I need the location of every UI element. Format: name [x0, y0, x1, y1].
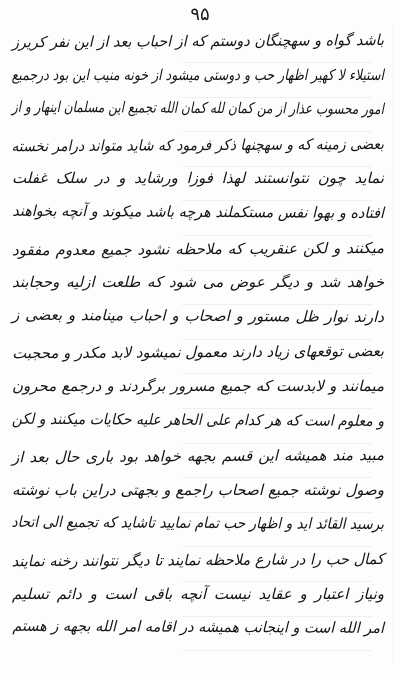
manuscript-line: امور محسوب عذار از من کمان لله کمان الله تجمیع این مسلمان اینهار و از — [11, 97, 385, 119]
margin-rule — [393, 24, 394, 664]
manuscript-line: امر الله است و اینجانب همیشه در اقامه امر الله بجهه ز هستم — [12, 616, 385, 638]
manuscript-line: برسید القائد اید و اظهار حب تمام نمایید تاشاید که تجمیع الی اتحاد — [11, 513, 385, 534]
manuscript-line: میکنند و لکن عنقریب که ملاحظه نشود جمیع معدوم مفقود — [11, 238, 385, 259]
manuscript-line: بعضی زمینه که و سهچنها ذکر فرمود که شاید متواند درامر نخسته — [11, 134, 385, 156]
manuscript-line: بعضی توقعهای زیاد دارند معمول نمیشود لابد مکدر و محجبت — [12, 342, 385, 363]
manuscript-body — [12, 28, 384, 664]
manuscript-line: وصول نوشته جمیع اصحاب راجمع و بجهتی دراین باب نوشته — [12, 480, 384, 499]
manuscript-line: استیلاء لا کهیر اظهار حب و دوستی میشود از خونه منیب این بود درجمیع — [11, 65, 384, 84]
manuscript-line: نماید چون نتوانستند لهذا فوزا ورشاید و در سلک غفلت — [12, 169, 384, 188]
manuscript-line: و معلوم است که هر کدام علی الحاهر علیه حکایات میکنند و لکن — [11, 409, 385, 430]
manuscript-line: خواهد شد و دیگر عوض می شود که طلعت ازلیه وحجابند — [12, 273, 384, 292]
manuscript-line: کمال حب را در شارع ملاحظه نمایند تا دیگر نتوانند رخنه نمایند — [11, 550, 385, 571]
manuscript-line: باشد گواه و سهچنگان دوستم که از احباب بعد از این نفر کریرز — [11, 31, 385, 52]
manuscript-line: ونیاز اعتبار و عقاید نیست آنچه باقی است و دائم تسلیم — [12, 584, 384, 603]
page-number: ۹۵ — [190, 4, 210, 25]
manuscript-line: افتاده و بهوا نفس مستکملند هرچه باشد میکوند و آنچه بخواهند — [12, 201, 385, 222]
manuscript-line: مبید مند همیشه این قسم بجهه خواهد بود باری حال بعد از — [11, 446, 385, 467]
manuscript-line: میمانند و لابدست که جمیع مسرور برگردند و درجمع محرون — [12, 377, 384, 395]
manuscript-line: دارند نوار ظل مستور و اصحاب و احباب مینامند و بعضی ز — [11, 305, 385, 326]
